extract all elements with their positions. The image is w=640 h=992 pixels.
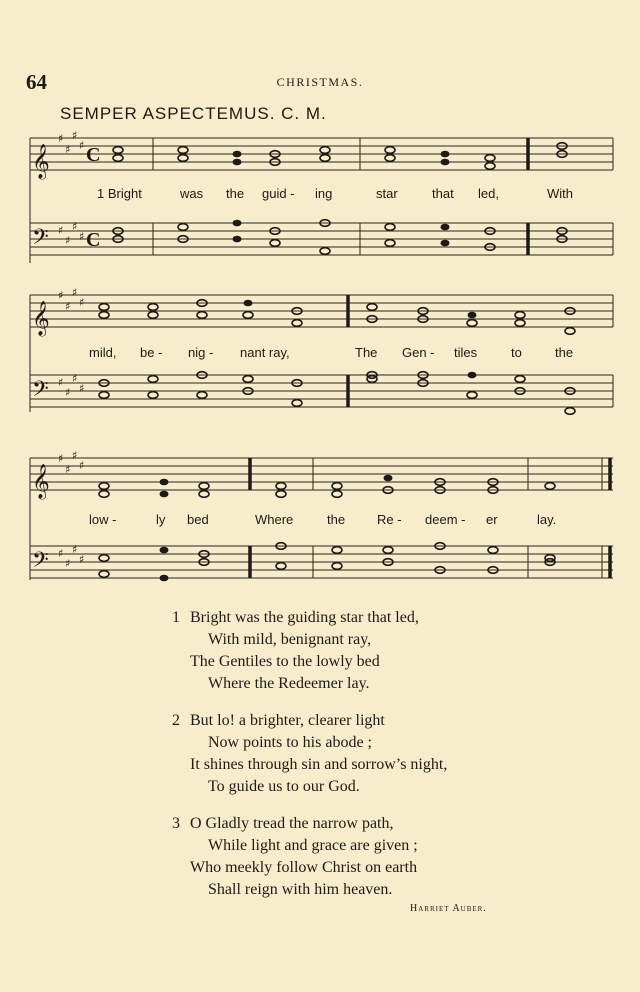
common-time-icon: C (86, 144, 101, 166)
verse-line: Where the Redeemer lay. (208, 675, 370, 692)
bass-notes (113, 220, 567, 255)
svg-text:nant ray,: nant ray, (240, 345, 290, 360)
svg-text:♯: ♯ (79, 139, 85, 152)
svg-text:that: that (432, 186, 454, 201)
verse-number: 1 (172, 609, 180, 626)
verse-line: The Gentiles to the lowly bed (190, 653, 380, 670)
svg-text:♯: ♯ (58, 452, 64, 465)
svg-text:bed: bed (187, 512, 209, 527)
verse-line: But lo! a brighter, clearer light (190, 712, 385, 729)
svg-text:♯: ♯ (65, 463, 71, 476)
treble-notes (99, 475, 555, 498)
verse-3 (172, 813, 447, 901)
lyrics-row-3 (89, 512, 556, 527)
svg-text:♯: ♯ (72, 220, 78, 233)
treble-staff (30, 458, 613, 490)
svg-text:Re -: Re - (377, 512, 402, 527)
svg-text:♯: ♯ (72, 129, 78, 142)
svg-text:♯: ♯ (79, 382, 85, 395)
svg-text:mild,: mild, (89, 345, 117, 360)
page-number: 64 (26, 70, 47, 94)
svg-text:♯: ♯ (72, 286, 78, 299)
music-system-1 (0, 128, 640, 273)
svg-text:♯: ♯ (72, 372, 78, 385)
svg-text:Where: Where (255, 512, 294, 527)
treble-clef-icon: 𝄞 (32, 144, 50, 179)
svg-text:be -: be - (140, 345, 163, 360)
svg-text:nig -: nig - (188, 345, 214, 360)
svg-text:♯: ♯ (79, 296, 85, 309)
svg-text:♯: ♯ (65, 234, 71, 247)
svg-text:ly: ly (156, 512, 166, 527)
svg-text:♯: ♯ (58, 224, 64, 237)
svg-text:the: the (327, 512, 346, 527)
verse-line: It shines through sin and sorrow’s night, (190, 756, 448, 773)
svg-text:to: to (511, 345, 522, 360)
svg-text:♯: ♯ (72, 449, 78, 462)
verse-line: Shall reign with him heaven. (208, 881, 393, 898)
tune-title: SEMPER ASPECTEMUS. C. M. (60, 104, 327, 123)
svg-text:guid -: guid - (262, 186, 295, 201)
svg-text:the: the (226, 186, 245, 201)
svg-text:♯: ♯ (65, 386, 71, 399)
music-system-2 (0, 285, 640, 430)
svg-text:was: was (180, 186, 204, 201)
lyrics-row-2 (89, 345, 573, 360)
svg-text:Gen -: Gen - (402, 345, 435, 360)
svg-text:The: The (355, 345, 378, 360)
svg-text:♯: ♯ (79, 459, 85, 472)
svg-text:star: star (376, 186, 398, 201)
verse-line: To guide us to our God. (208, 778, 360, 795)
svg-text:♯: ♯ (65, 300, 71, 313)
author-credit: Harriet Auber. (410, 903, 487, 914)
svg-text:♯: ♯ (58, 289, 64, 302)
svg-text:low -: low - (89, 512, 117, 527)
bass-notes (99, 372, 575, 415)
svg-text:ing: ing (315, 186, 333, 201)
svg-text:♯: ♯ (65, 143, 71, 156)
verse-2 (172, 710, 447, 798)
treble-notes (113, 143, 567, 170)
verse-line: Who meekly follow Christ on earth (190, 859, 418, 876)
verse-line: While light and grace are given ; (208, 837, 418, 854)
verse-line: With mild, benignant ray, (208, 631, 372, 648)
svg-text:♯: ♯ (58, 132, 64, 145)
verse-number: 3 (172, 815, 180, 832)
verse-1 (172, 607, 447, 695)
svg-text:♯: ♯ (58, 547, 64, 560)
svg-text:♯: ♯ (72, 543, 78, 556)
verse-line: Bright was the guiding star that led, (190, 609, 419, 626)
hymn-verses (172, 607, 447, 916)
svg-text:er: er (486, 512, 498, 527)
svg-text:With: With (547, 186, 573, 201)
bass-clef-icon: 𝄢 (32, 377, 49, 407)
svg-text:♯: ♯ (65, 557, 71, 570)
treble-clef-icon: 𝄞 (32, 301, 50, 336)
verse-line: O Gladly tread the narrow path, (190, 815, 394, 832)
running-head: CHRISTMAS. (276, 75, 364, 89)
music-system-3 (0, 448, 640, 598)
svg-text:tiles: tiles (454, 345, 478, 360)
svg-text:C: C (86, 229, 101, 251)
bass-clef-icon: 𝄢 (32, 225, 49, 255)
svg-text:♯: ♯ (58, 376, 64, 389)
treble-clef-icon: 𝄞 (32, 464, 50, 499)
treble-notes (99, 300, 575, 335)
svg-text:deem -: deem - (425, 512, 466, 527)
bass-staff (30, 546, 613, 578)
svg-text:♯: ♯ (79, 553, 85, 566)
svg-text:the: the (555, 345, 574, 360)
verse-number: 2 (172, 712, 180, 729)
lyrics-row-1 (97, 186, 573, 201)
svg-text:♯: ♯ (79, 230, 85, 243)
bass-clef-icon: 𝄢 (32, 548, 49, 578)
verse-line: Now points to his abode ; (208, 734, 372, 751)
svg-text:lay.: lay. (537, 512, 557, 527)
svg-text:led,: led, (478, 186, 499, 201)
svg-text:1 Bright: 1 Bright (97, 186, 142, 201)
